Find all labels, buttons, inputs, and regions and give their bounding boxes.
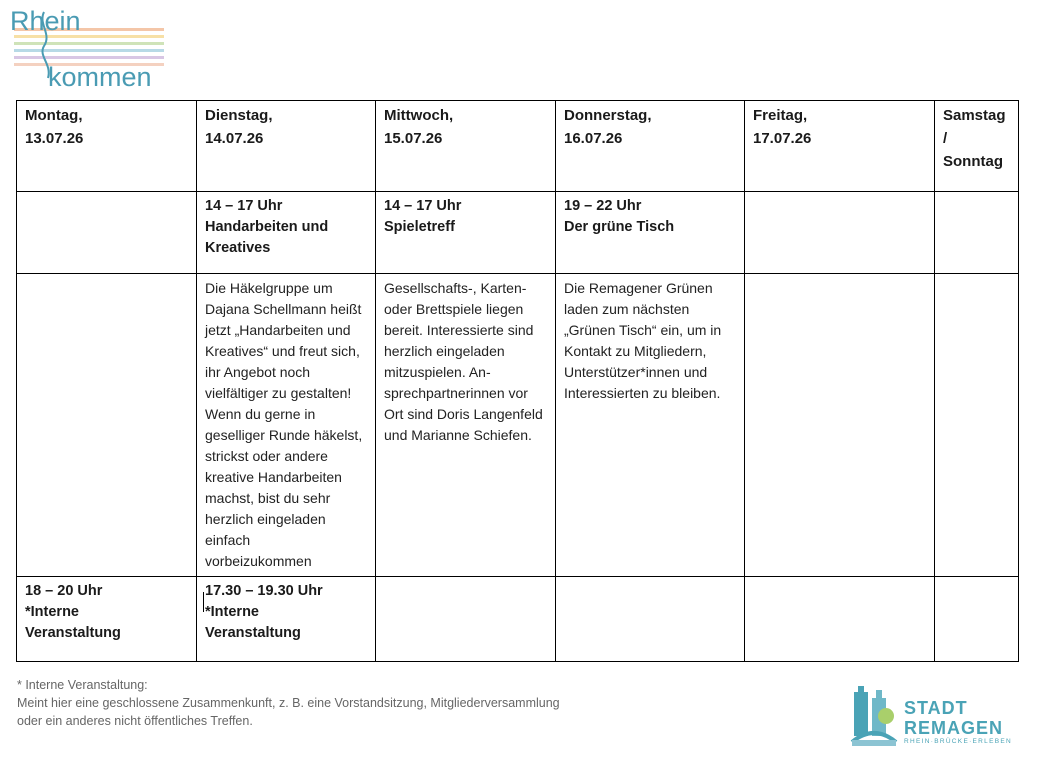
desc-line: „Grünen Tisch“ ein, um in [564, 322, 722, 338]
event-time: 19 – 22 Uhr [564, 198, 642, 214]
internal-label: *Interne [25, 604, 79, 620]
day-name: Mittwoch, [384, 107, 454, 124]
logo-word-rhein: Rhein [10, 6, 81, 36]
event-cell-friday [745, 192, 935, 274]
internal-cell-tuesday [197, 577, 376, 662]
day-date: Sonntag [943, 153, 1003, 170]
desc-line: Unterstützer*innen und [564, 364, 708, 380]
table-row-days [17, 101, 1019, 192]
desc-line: vielfältiger zu gestalten! [205, 385, 352, 401]
desc-line: bereit. Interessierte sind [384, 322, 534, 338]
city-tagline: RHEIN·BRÜCKE·ERLEBEN [904, 738, 1012, 745]
desc-line: und Marianne Schiefen. [384, 427, 532, 443]
desc-cell-tuesday [197, 274, 376, 577]
internal-cell-weekend [935, 577, 1019, 662]
day-header-monday [17, 101, 197, 192]
event-title: Spieletreff [384, 219, 455, 235]
desc-line: herzlich eingeladen [384, 343, 505, 359]
internal-cell-thursday [556, 577, 745, 662]
internal-label: *Interne [205, 604, 259, 620]
day-header-weekend [935, 101, 1019, 192]
day-header-friday [745, 101, 935, 192]
stadt-remagen-logo [846, 682, 1026, 752]
day-name: Montag, [25, 107, 83, 124]
city-word-remagen: REMAGEN [904, 718, 1004, 738]
desc-line: vorbeizukommen [205, 553, 312, 569]
day-date: 17.07.26 [753, 130, 812, 147]
desc-line: ihr Angebot noch [205, 364, 311, 380]
internal-time: 17.30 – 19.30 Uhr [205, 583, 323, 599]
event-cell-weekend [935, 192, 1019, 274]
day-name: Donnerstag, [564, 107, 652, 124]
desc-line: machst, bist du sehr [205, 490, 331, 506]
event-title: Handarbeiten und [205, 219, 329, 235]
event-time: 14 – 17 Uhr [384, 198, 462, 214]
day-name: Dienstag, [205, 107, 273, 124]
internal-label-cont: Veranstaltung [205, 625, 301, 641]
desc-line: Interessierten zu bleiben. [564, 385, 721, 401]
internal-cell-monday [17, 577, 197, 662]
desc-line: jetzt „Handarbeiten und [205, 322, 351, 338]
day-name: Freitag, [753, 107, 808, 124]
day-header-tuesday [197, 101, 376, 192]
desc-cell-weekend [935, 274, 1019, 577]
table-row-events [17, 192, 1019, 274]
table-row-internal [17, 577, 1019, 662]
desc-line: herzlich eingeladen einfach [205, 511, 326, 548]
event-cell-thursday [556, 192, 745, 274]
desc-line: Die Remagener Grünen [564, 280, 713, 296]
day-date: 14.07.26 [205, 130, 264, 147]
day-date: 16.07.26 [564, 130, 623, 147]
day-header-wednesday [376, 101, 556, 192]
text-cursor [203, 592, 204, 612]
desc-cell-friday [745, 274, 935, 577]
rheinkommen-logo [8, 4, 168, 96]
desc-line: Gesellschafts-, Karten- [384, 280, 527, 296]
table-row-descriptions [17, 274, 1019, 577]
internal-label-cont: Veranstaltung [25, 625, 121, 641]
desc-line: Wenn du gerne in [205, 406, 316, 422]
desc-line: kreative Handarbeiten [205, 469, 342, 485]
desc-line: geselliger Runde häkelst, [205, 427, 363, 443]
desc-line: Dajana Schellmann heißt [205, 301, 362, 317]
internal-cell-friday [745, 577, 935, 662]
desc-line: mitzuspielen. An- [384, 364, 491, 380]
day-header-thursday [556, 101, 745, 192]
bridge-tower-icon [850, 684, 898, 748]
logo-word-kommen: kommen [48, 62, 152, 92]
desc-line: Die Häkelgruppe um [205, 280, 333, 296]
footnote-text-cont: oder ein anderes nicht öffentliches Treffen. [17, 714, 253, 728]
internal-time: 18 – 20 Uhr [25, 583, 103, 599]
footnote-title: * Interne Veranstaltung: [17, 678, 148, 692]
footnote [17, 676, 560, 730]
desc-cell-wednesday [376, 274, 556, 577]
desc-line: Kontakt zu Mitgliedern, [564, 343, 707, 359]
event-title: Der grüne Tisch [564, 219, 675, 235]
day-name: Samstag [943, 107, 1006, 124]
event-title-cont: Kreatives [205, 240, 271, 256]
desc-line: oder Brettspiele liegen [384, 301, 524, 317]
desc-line: Kreatives“ und freut sich, [205, 343, 360, 359]
desc-line: strickst oder andere [205, 448, 328, 464]
desc-cell-monday [17, 274, 197, 577]
desc-line: laden zum nächsten [564, 301, 690, 317]
weekly-schedule-table [16, 100, 1019, 662]
event-cell-wednesday [376, 192, 556, 274]
desc-line: Ort sind Doris Langenfeld [384, 406, 543, 422]
day-date: 13.07.26 [25, 130, 84, 147]
day-slash: / [943, 130, 948, 147]
desc-line: sprechpartnerinnen vor [384, 385, 528, 401]
desc-cell-thursday [556, 274, 745, 577]
city-word-stadt: STADT [904, 698, 968, 718]
footnote-text: Meint hier eine geschlossene Zusammenkunft, z. B. eine Vorstandsitzung, Mitgliederversammlung [17, 696, 560, 710]
internal-cell-wednesday [376, 577, 556, 662]
day-date: 15.07.26 [384, 130, 443, 147]
event-time: 14 – 17 Uhr [205, 198, 283, 214]
event-cell-tuesday [197, 192, 376, 274]
event-cell-monday [17, 192, 197, 274]
